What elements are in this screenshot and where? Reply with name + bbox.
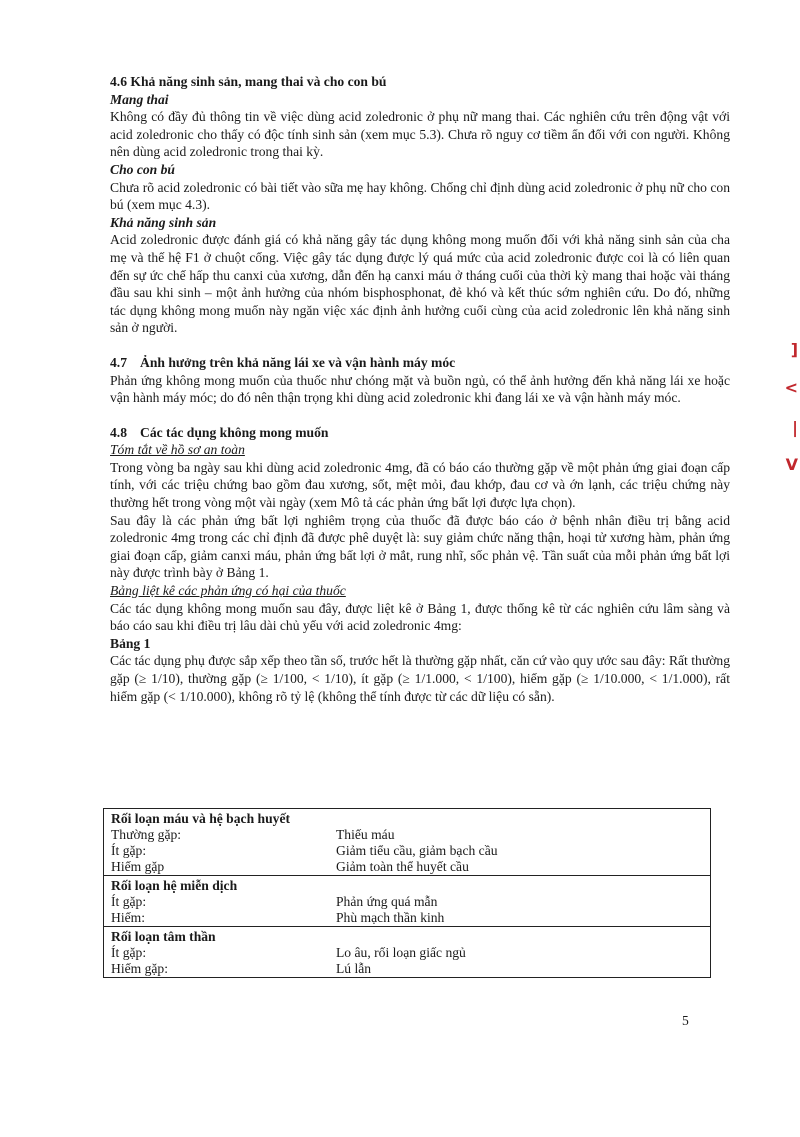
table-row [104, 894, 711, 910]
table-row [104, 910, 711, 927]
effect-cell: Phản ứng quá mẫn [336, 894, 438, 909]
table-row [104, 843, 711, 859]
frequency-cell: Hiếm gặp: [104, 961, 330, 978]
fertility-text: Acid zoledronic được đánh giá có khả năng gây tác dụng không mong muốn đối với khả năng sinh sản của cha mẹ và thế hệ F1 ở chuột cống. Việc gây tác dụng được lý quá mức của acid zoledronic được coi là có liên quan đến sự ức chế hấp thu canxi của xương, dẫn đến hạ canxi máu ở tháng cuối của thời kỳ mang thai hoặc vài tháng đầu sau khi sinh – một ảnh hưởng của nhóm bisphosphonat, đẻ khó và kết thúc sớm nghiên cứu. Do đó, những tác dụng không mong muốn này ngăn việc xác định ảnh hưởng cuối cùng của acid zoledronic lên khả năng sinh sản ở người. [110, 232, 730, 336]
pregnancy-text: Không có đầy đủ thông tin về việc dùng acid zoledronic ở phụ nữ mang thai. Các nghiên cứu trên động vật với acid zoledronic cho thấy có độc tính sinh sản (xem mục 5.3). Chưa rõ nguy cơ tiềm ẩn đối với con người. Không nên dùng acid zoledronic trong thai kỳ. [110, 109, 730, 160]
effect-cell: Lú lẫn [329, 961, 711, 978]
table-group-heading: Rối loạn hệ miễn dịch [104, 876, 711, 895]
effect-cell: Thiếu máu [336, 827, 395, 842]
table-group-heading: Rối loạn máu và hệ bạch huyết [104, 809, 711, 828]
adr-list-heading: Bảng liệt kê các phản ứng có hại của thuốc [110, 583, 346, 599]
stamp-mark: V [785, 455, 798, 474]
pregnancy-heading: Mang thai [110, 91, 169, 107]
effect-cell: Phù mạch thần kinh [336, 910, 445, 925]
stamp-mark: ] [790, 340, 798, 359]
frequency-cell: Ít gặp: [111, 894, 147, 909]
breastfeeding-heading: Cho con bú [110, 161, 175, 177]
frequency-cell: Hiếm: [111, 910, 145, 925]
frequency-cell: Hiếm gặp [111, 859, 165, 874]
frequency-cell: Thường gặp: [111, 827, 182, 842]
section-4-8-title [110, 424, 730, 442]
stamp-mark: | [792, 418, 798, 437]
table-group-heading: Rối loạn tâm thần [104, 927, 711, 946]
document-body [110, 73, 730, 705]
effect-cell: Giảm tiểu cầu, giảm bạch cầu [336, 843, 498, 858]
frequency-cell: Ít gặp: [111, 945, 147, 960]
table-row [104, 827, 711, 843]
section-4-6-title: 4.6 Khả năng sinh sản, mang thai và cho con bú [110, 74, 387, 89]
section-4-7-number: 4.7 [110, 354, 127, 370]
effect-cell: Giảm toàn thể huyết cầu [336, 859, 469, 874]
frequency-cell: Ít gặp: [111, 843, 147, 858]
safety-summary-heading: Tóm tắt về hồ sơ an toàn [110, 442, 245, 458]
fertility-heading: Khả năng sinh sản [110, 214, 217, 230]
table-row [104, 859, 711, 876]
safety-summary-p2: Sau đây là các phản ứng bất lợi nghiêm trọng của thuốc đã được báo cáo ở bệnh nhân điều trị bằng acid zoledronic 4mg trong các chỉ định đã được phê duyệt là: suy giảm chức năng thận, hoại tử xương hàm, phản ứng giai đoạn cấp, giảm canxi máu, phản ứng bất lợi ở mắt, rung nhĩ, sốc phản vệ. Tần suất của mỗi phản ứng bất lợi này được trình bày ở Bảng 1. [110, 512, 730, 581]
section-4-7-heading: Ảnh hưởng trên khả năng lái xe và vận hành máy móc [140, 354, 456, 370]
safety-summary-p1: Trong vòng ba ngày sau khi dùng acid zoledronic 4mg, đã có báo cáo thường gặp về một phản ứng giai đoạn cấp tính, với các triệu chứng bao gồm đau xương, sốt, mệt mỏi, đau khớp, đau cơ và ớn lạnh, các triệu chứng này thường hết trong vòng một vài ngày (xem Mô tả các phản ứng bất lợi được lựa chọn). [110, 459, 730, 511]
adr-list-text: Các tác dụng không mong muốn sau đây, được liệt kê ở Bảng 1, được thống kê từ các nghiên cứu lâm sàng và báo cáo sau khi điều trị lâu dài chủ yếu với acid zoledronic 4mg: [110, 600, 730, 634]
stamp-mark: < [784, 378, 798, 397]
section-4-8-number: 4.8 [110, 424, 127, 440]
breastfeeding-text: Chưa rõ acid zoledronic có bài tiết vào sữa mẹ hay không. Chống chỉ định dùng acid zoledronic ở phụ nữ cho con bú (xem mục 4.3). [110, 179, 730, 213]
page-number: 5 [682, 1013, 689, 1028]
section-4-7-title [110, 354, 730, 372]
section-4-8-heading: Các tác dụng không mong muốn [140, 424, 329, 440]
table-label: Bảng 1 [110, 635, 151, 651]
table-row [104, 961, 711, 978]
table-intro: Các tác dụng phụ được sắp xếp theo tần số, trước hết là thường gặp nhất, căn cứ vào quy ước sau đây: Rất thường gặp (≥ 1/10), thường gặp (≥ 1/100, < 1/10), ít gặp (≥ 1/1.000, < 1/100), hiếm gặp (≥ 1/10.000, < 1/1.000), rất hiếm gặp (< 1/10.000), không rõ tỷ lệ (không thể tính được từ các dữ liệu có sẵn). [110, 653, 730, 704]
adverse-effects-table [103, 808, 711, 978]
driving-text: Phản ứng không mong muốn của thuốc như chóng mặt và buồn ngủ, có thể ảnh hưởng đến khả năng lái xe hoặc vận hành máy móc; do đó nên thận trọng khi dùng acid zoledronic khi đang lái xe và vận hành máy móc. [110, 372, 730, 406]
effect-cell: Lo âu, rối loạn giấc ngủ [336, 945, 466, 960]
table-row [104, 945, 711, 961]
